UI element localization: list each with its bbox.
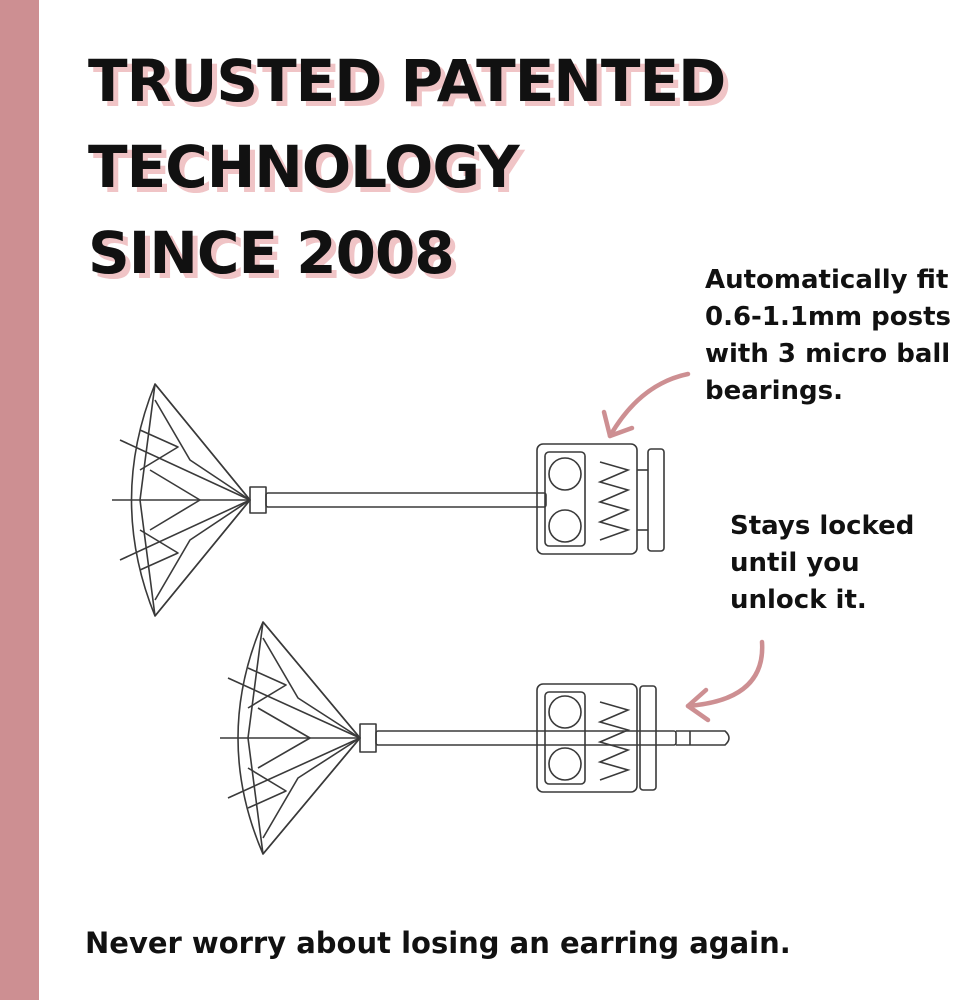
- locking-back-icon: [537, 684, 656, 792]
- headline-line-3: SINCE 2008: [88, 219, 454, 287]
- headline-line-1: TRUSTED PATENTED: [88, 47, 726, 115]
- callout-top-line: Automatically fit: [705, 265, 949, 295]
- callout-top-line: with 3 micro ball: [705, 339, 951, 369]
- callout-top-line: bearings.: [705, 376, 843, 406]
- footer-tagline: Never worry about losing an earring again.: [85, 926, 791, 960]
- callout-bottom-line: until you: [730, 548, 860, 578]
- callout-bottom-line: Stays locked: [730, 511, 915, 541]
- headline-line-2: TECHNOLOGY: [88, 133, 519, 201]
- curved-arrow-icon: [604, 374, 688, 436]
- diamond-stud-earring-icon: [220, 622, 729, 854]
- curved-arrow-icon: [688, 642, 762, 720]
- callout-bottom-line: unlock it.: [730, 585, 867, 615]
- callout-top-line: 0.6-1.1mm posts: [705, 302, 951, 332]
- locking-back-icon: [537, 444, 664, 554]
- diamond-stud-earring-icon: [112, 384, 546, 616]
